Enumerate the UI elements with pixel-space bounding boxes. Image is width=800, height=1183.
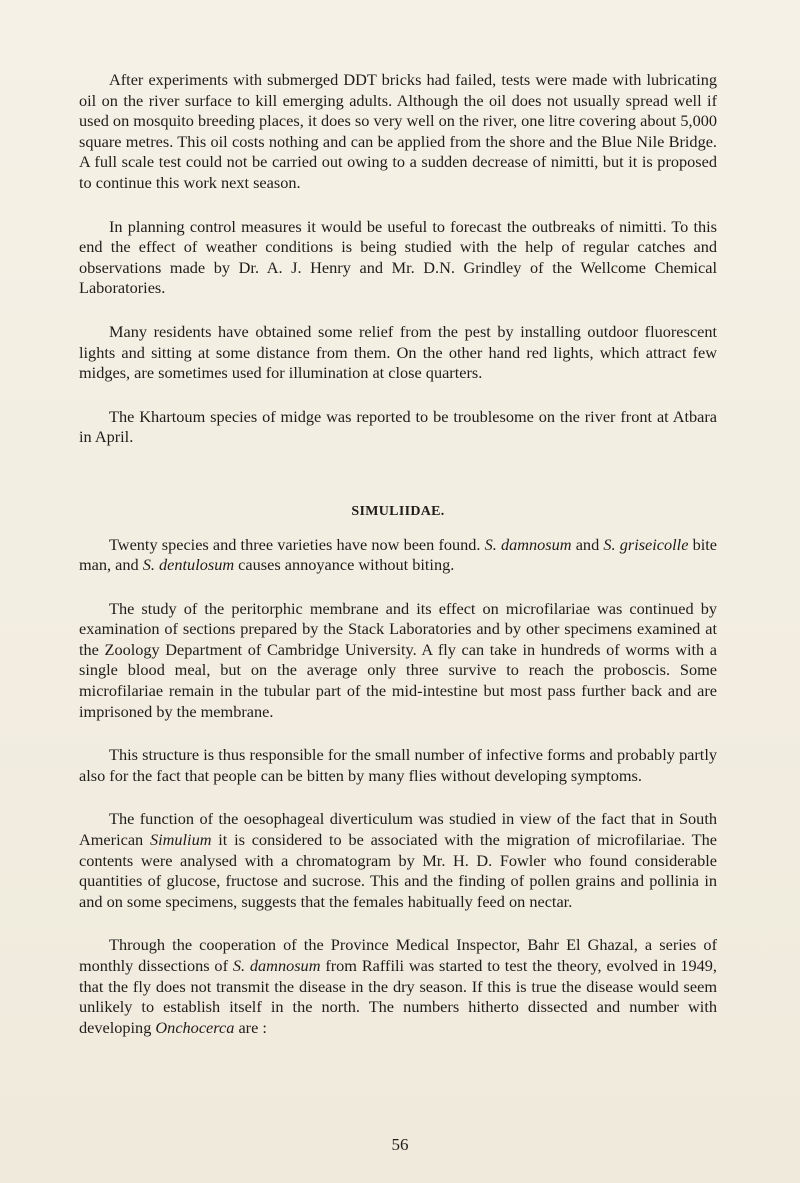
species-name: S. damnosum: [484, 534, 572, 554]
text-run: from Raffili was started to test the theory, evolved in 1949, that the fly does not transmit the disease in the dry season. If this is true the disease would seem unlikely to establish itself in the north. The numbers hitherto dissected and number with developing: [79, 956, 718, 1037]
text-run: bite man, and: [79, 534, 717, 575]
paragraph-forecasting: In planning control measures it would be useful to forecast the outbreaks of nimitti. To this end the effect of weather conditions is being studied with the help of regular catches and observations made by Dr. A. J. Henry and Mr. D.N. Grindley of the Wellcome Chemical Laboratories.: [79, 216, 717, 298]
section-heading-simuliidae: SIMULIIDAE.: [351, 503, 445, 519]
paragraph-monthly-dissections: [79, 935, 717, 1038]
paragraph-khartoum-midge: The Khartoum species of midge was reported to be troublesome on the river front at Atbara in April.: [79, 406, 717, 447]
text-run: The function of the oesophageal diverticulum was studied in view of the fact that in South American: [79, 809, 717, 850]
text-run: Through the cooperation of the Province Medical Inspector, Bahr El Ghazal, a series of monthly dissections of: [79, 935, 717, 975]
text-run: it is considered to be associated with the migration of microfilariae. The contents were analysed with a chromatogram by Mr. H. D. Fowler who found considerable quantities of glucose, fructose and sucrose. This and the finding of pollen grains and pollinia in and on some specimens, suggests that the females habitually feed on nectar.: [79, 830, 717, 911]
paragraph-oesophageal-diverticulum: [79, 809, 717, 912]
page-number: 56: [391, 1135, 409, 1154]
text-run: causes annoyance without biting.: [234, 555, 455, 575]
paragraph-fluorescent-lights: Many residents have obtained some relief from the pest by installing outdoor fluorescent lights and sitting at some distance from them. On the other hand red lights, which attract few midges, are sometimes used for illumination at close quarters.: [79, 321, 717, 383]
paragraph-peritrophic-membrane: The study of the peritorphic membrane and its effect on microfilariae was continued by examination of sections prepared by the Stack Laboratories and by other specimens examined at the Zoology Department of Cambridge University. A fly can take in hundreds of worms with a single blood meal, but on the average only three survive to reach the proboscis. Some microfilariae remain in the tubular part of the mid-intestine but most pass further back and are imprisoned by the membrane.: [79, 598, 717, 721]
text-run: Twenty species and three varieties have now been found.: [109, 534, 485, 554]
text-run: and: [571, 534, 604, 554]
paragraph-species-count: [79, 535, 717, 576]
genus-name: Simulium: [149, 830, 212, 850]
paragraph-ddt-oil-tests: After experiments with submerged DDT bricks had failed, tests were made with lubricating oil on the river surface to kill emerging adults. Although the oil does not usually spread well if used on mosquito breeding places, it does so very well on the river, one litre covering about 5,000 square metres. This oil costs nothing and can be applied from the shore and the Blue Nile Bridge. A full scale test could not be carried out owing to a sudden decrease of nimitti, but it is proposed to continue this work next season.: [79, 70, 717, 192]
paragraph-infective-forms: This structure is thus responsible for the small number of infective forms and probably partly also for the fact that people can be bitten by many flies without developing symptoms.: [79, 745, 717, 785]
species-name: S. griseicolle: [603, 534, 689, 554]
genus-name: Onchocerca: [155, 1017, 235, 1037]
species-name: S. dentulosum: [142, 555, 235, 575]
species-name: S. damnosum: [232, 956, 321, 975]
body-text: [79, 70, 717, 1038]
text-run: are :: [234, 1017, 267, 1037]
